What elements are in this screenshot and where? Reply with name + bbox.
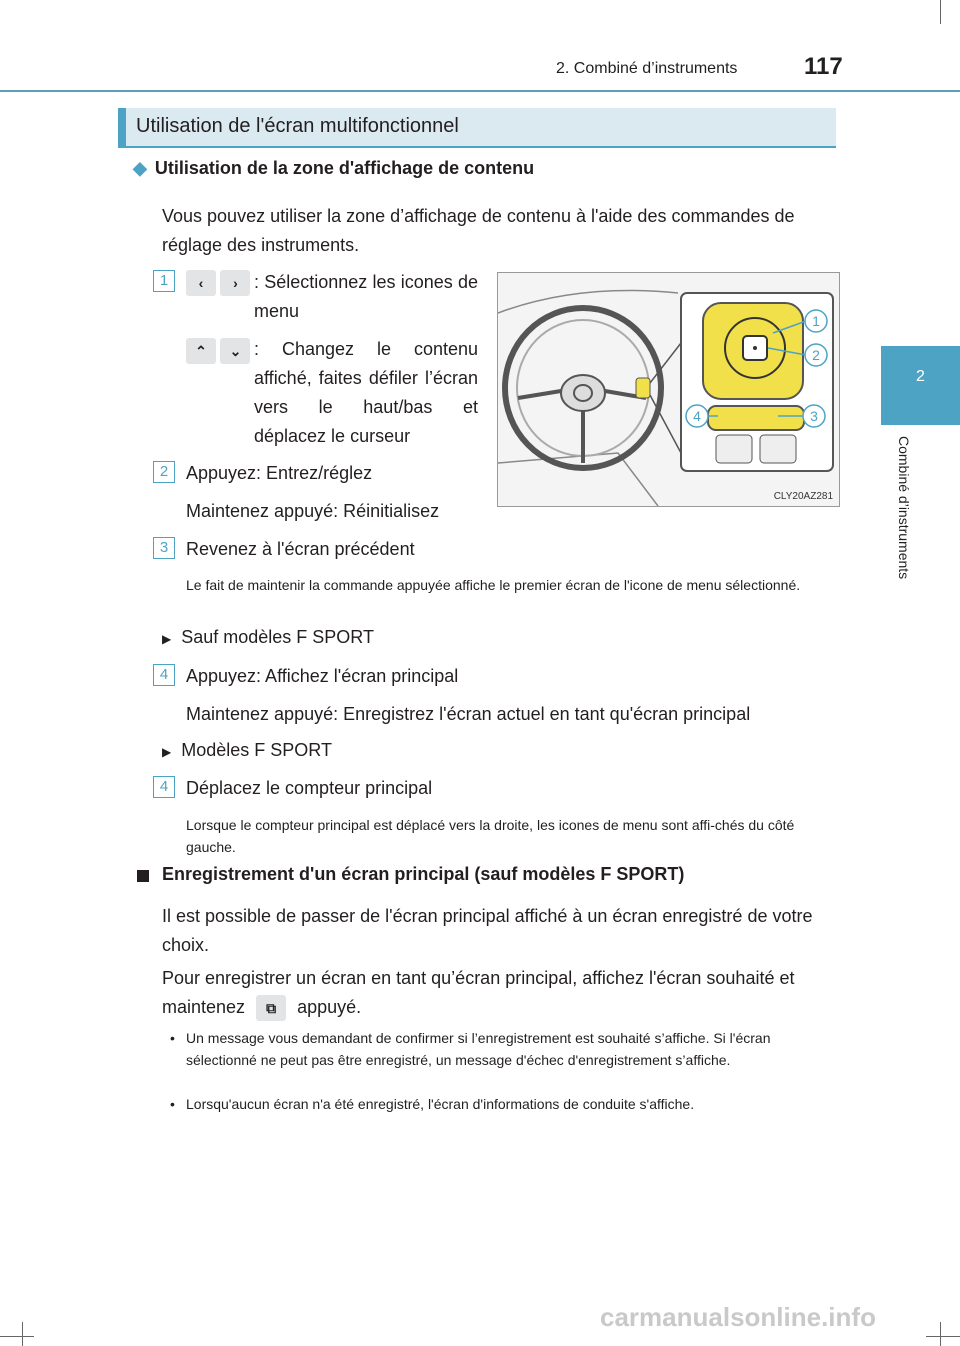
item-number-1: 1 (153, 270, 175, 292)
bullet-1: • Un message vous demandant de confirmer si l’enregistrement est souhaité s’affiche. Si l'écran sélectionné ne peut pas être enregistré, un message d'échec d'enregistrement s’affiche. (170, 1030, 771, 1068)
left-right-description: : Sélectionnez les icones de menu (254, 272, 478, 321)
triangle-icon: ▶ (162, 745, 172, 759)
item-number-4a: 4 (153, 664, 175, 686)
callout-3: 3 (810, 408, 818, 424)
item-2-press: Appuyez: Entrez/réglez (186, 463, 373, 483)
crop-mark (0, 1336, 34, 1337)
item-4-fsport-text: Déplacez le compteur principal (186, 778, 433, 798)
crop-mark (22, 1322, 23, 1346)
crop-mark (940, 1322, 941, 1346)
left-right-keys (186, 270, 250, 296)
section-title: Utilisation de l'écran multifonctionnel (136, 115, 459, 137)
chapter-tab[interactable] (881, 346, 960, 425)
header-rule (0, 90, 960, 92)
square-bullet-icon (137, 870, 149, 882)
steering-wheel-illustration (498, 273, 839, 506)
item-2-hold: Maintenez appuyé: Réinitialisez (186, 501, 440, 521)
steering-switch-figure (497, 272, 840, 507)
item-3-text: Revenez à l'écran précédent (186, 539, 415, 559)
item-number-4b: 4 (153, 776, 175, 798)
intro-paragraph: Vous pouvez utiliser la zone d’affichage de contenu à l'aide des commandes de réglage des instruments. (162, 206, 795, 255)
item-3-note: Le fait de maintenir la commande appuyée affiche le premier écran de l'icone de menu sélectionné. (186, 577, 801, 593)
page-number: 117 (804, 53, 843, 80)
section-2-paragraph-1: Il est possible de passer de l'écran principal affiché à un écran enregistré de votre choix. (162, 906, 813, 955)
up-down-description: : Changez le contenu affiché, faites défiler l’écran vers le haut/bas et déplacez le curseur (254, 339, 478, 446)
up-down-keys (186, 338, 250, 364)
item-number-3: 3 (153, 537, 175, 559)
item-4-press: Appuyez: Affichez l'écran principal (186, 666, 459, 686)
section-2-title: Enregistrement d'un écran principal (sauf modèles F SPORT) (162, 864, 685, 884)
section-accent (118, 108, 126, 148)
callout-2: 2 (812, 347, 820, 363)
watermark: carmanualsonline.info (600, 1302, 876, 1332)
item-4-hold: Maintenez appuyé: Enregistrez l'écran actuel en tant qu'écran principal (186, 704, 751, 724)
crop-mark (926, 1336, 960, 1337)
except-fsport-heading: ▶ Sauf modèles F SPORT (162, 627, 374, 647)
section-2-paragraph-2: Pour enregistrer un écran en tant qu’écran principal, affichez l'écran souhaité et maintenez ⧉ appuyé. (162, 964, 830, 1022)
crop-mark (940, 0, 941, 24)
figure-code: CLY20AZ281 (773, 491, 833, 502)
bullet-2: • Lorsqu'aucun écran n'a été enregistré, l'écran d'informations de conduite s'affiche. (170, 1096, 695, 1112)
subheading-text: Utilisation de la zone d'affichage de contenu (154, 158, 535, 178)
diamond-icon: ◆ (133, 158, 147, 178)
right-arrow-icon: › (220, 270, 250, 296)
left-arrow-icon: ‹ (186, 270, 216, 296)
down-arrow-icon: ⌄ (220, 338, 250, 364)
subheading (133, 158, 534, 179)
up-arrow-icon: ⌃ (186, 338, 216, 364)
triangle-icon: ▶ (162, 632, 172, 646)
fsport-heading: ▶ Modèles F SPORT (162, 740, 332, 760)
chapter-tab-label: Combiné d’instruments (896, 436, 912, 580)
section-header (118, 108, 836, 148)
chapter-tab-number: 2 (916, 368, 925, 385)
callout-1: 1 (812, 313, 820, 329)
callout-4: 4 (693, 408, 701, 424)
chapter-title: 2. Combiné d’instruments (556, 60, 738, 77)
item-number-2: 2 (153, 461, 175, 483)
item-4-note: Lorsque le compteur principal est déplacé vers la droite, les icones de menu sont affi-chés du côté gauche. (186, 817, 795, 855)
screen-button-icon: ⧉ (256, 995, 286, 1021)
